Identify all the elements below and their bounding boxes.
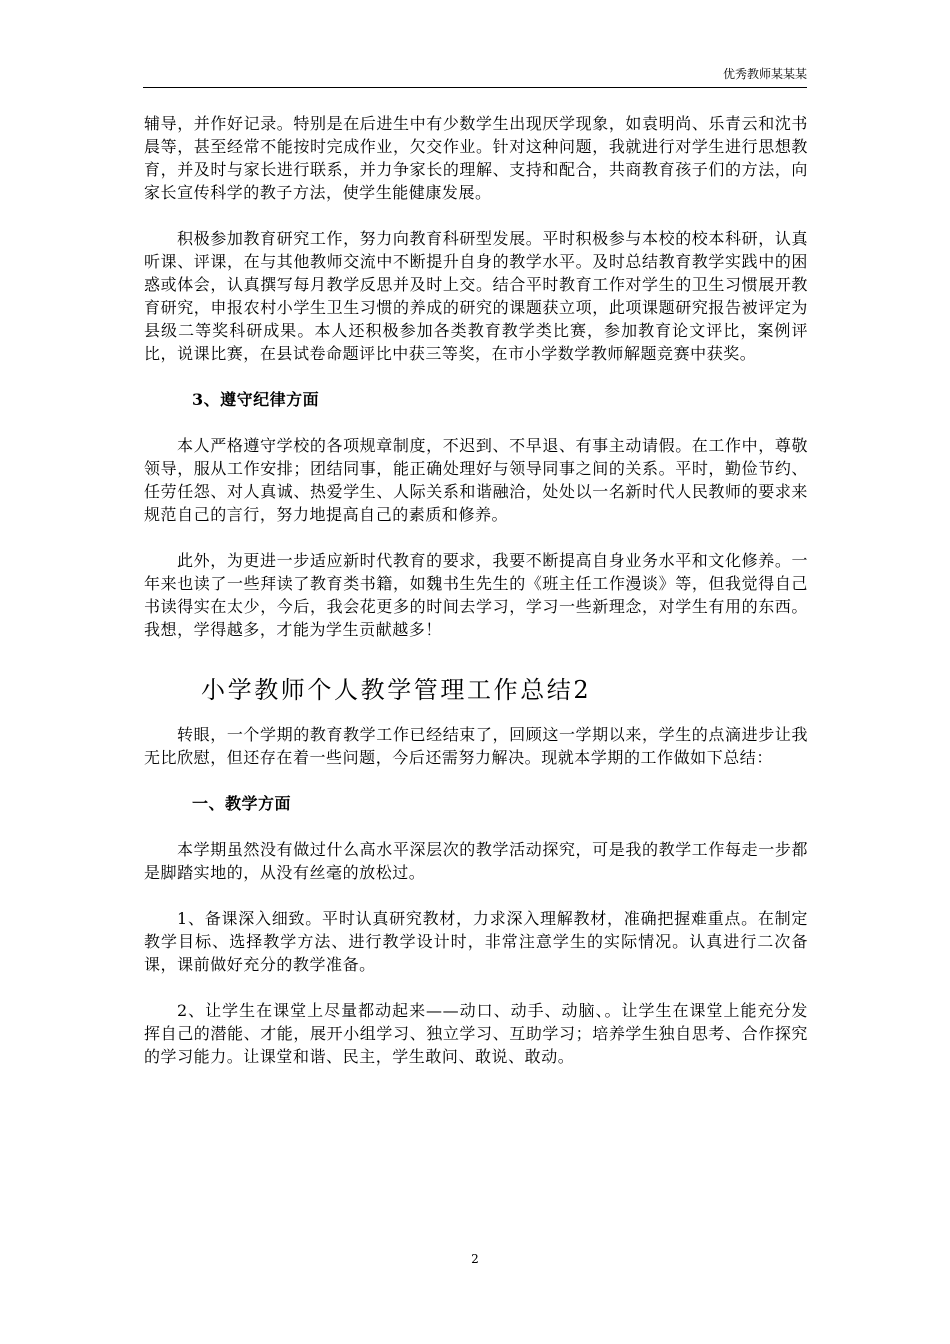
paragraph-gap bbox=[144, 411, 808, 434]
title-gap bbox=[144, 641, 808, 673]
document-title: 小学教师个人教学管理工作总结2 bbox=[201, 676, 592, 704]
paragraph-lesson-prep: 1、备课深入细致。平时认真研究教材，力求深入理解教材，准确把握难重点。在制定教学目标、选择教学方法、进行教学设计时，非常注意学生的实际情况。认真进行二次备课，课前做好充分的教学准备。 bbox=[144, 909, 808, 974]
page-header-author: 优秀教师某某某 bbox=[722, 67, 807, 81]
header-divider bbox=[143, 87, 807, 88]
paragraph-gap bbox=[144, 884, 808, 907]
paragraph-gap bbox=[144, 204, 808, 227]
paragraph-gap bbox=[144, 526, 808, 549]
section-heading-teaching: 一、教学方面 bbox=[192, 794, 292, 813]
paragraph-research: 积极参加教育研究工作，努力向教育科研型发展。平时积极参与本校的校本科研，认真听课、评课，在与其他教师交流中不断提升自身的教学水平。及时总结教育教学实践中的困惑或体会，认真撰写每月教学反思并及时上交。结合平时教育工作对学生的卫生习惯展开教育研究，申报农村小学生卫生习惯的养成的研究的课题获立项，此项课题研究报告被评定为县级二等奖科研成果。本人还积极参加各类教育教学类比赛，参加教育论文评比，案例评比，说课比赛，在县试卷命题评比中获三等奖，在市小学数学教师解题竞赛中获奖。 bbox=[144, 229, 808, 363]
paragraph-intro: 转眼，一个学期的教育教学工作已经结束了，回顾这一学期以来，学生的点滴进步让我无比欣慰，但还存在着一些问题，今后还需努力解决。现就本学期的工作做如下总结： bbox=[144, 725, 808, 767]
paragraph-continuation: 辅导，并作好记录。特别是在后进生中有少数学生出现厌学现象，如袁明尚、乐青云和沈书晨等，甚至经常不能按时完成作业，欠交作业。针对这种问题，我就进行对学生进行思想教育，并及时与家长进行联系，并力争家长的理解、支持和配合，共商教育孩子们的方法，向家长宣传科学的教子方法，使学生能健康发展。 bbox=[144, 114, 808, 202]
paragraph-teaching-overview: 本学期虽然没有做过什么高水平深层次的教学活动探究，可是我的教学工作每走一步都是脚踏实地的，从没有丝毫的放松过。 bbox=[144, 840, 808, 882]
document-body bbox=[144, 112, 808, 1068]
paragraph-gap bbox=[144, 815, 808, 838]
title-gap bbox=[144, 707, 808, 723]
section-heading-discipline: 3、遵守纪律方面 bbox=[192, 390, 320, 409]
paragraph-classroom-activity: 2、让学生在课堂上尽量都动起来——动口、动手、动脑、。让学生在课堂上能充分发挥自己的潜能、才能，展开小组学习、独立学习、互助学习；培养学生独自思考、合作探究的学习能力。让课堂和谐、民主，学生敢问、敢说、敢动。 bbox=[144, 1001, 808, 1066]
paragraph-self-improvement: 此外，为更进一步适应新时代教育的要求，我要不断提高自身业务水平和文化修养。一年来也读了一些拜读了教育类书籍，如魏书生先生的《班主任工作漫谈》等，但我觉得自己书读得实在太少，今后，我会花更多的时间去学习，学习一些新理念，对学生有用的东西。我想，学得越多，才能为学生贡献越多！ bbox=[144, 551, 808, 639]
page-number: 2 bbox=[471, 1252, 479, 1266]
paragraph-gap bbox=[144, 769, 808, 792]
paragraph-discipline: 本人严格遵守学校的各项规章制度，不迟到、不早退、有事主动请假。在工作中，尊敬领导，服从工作安排；团结同事，能正确处理好与领导同事之间的关系。平时，勤俭节约、任劳任怨、对人真诚、热爱学生、人际关系和谐融洽，处处以一名新时代人民教师的要求来规范自己的言行，努力地提高自己的素质和修养。 bbox=[144, 436, 808, 524]
paragraph-gap bbox=[144, 365, 808, 388]
paragraph-gap bbox=[144, 976, 808, 999]
